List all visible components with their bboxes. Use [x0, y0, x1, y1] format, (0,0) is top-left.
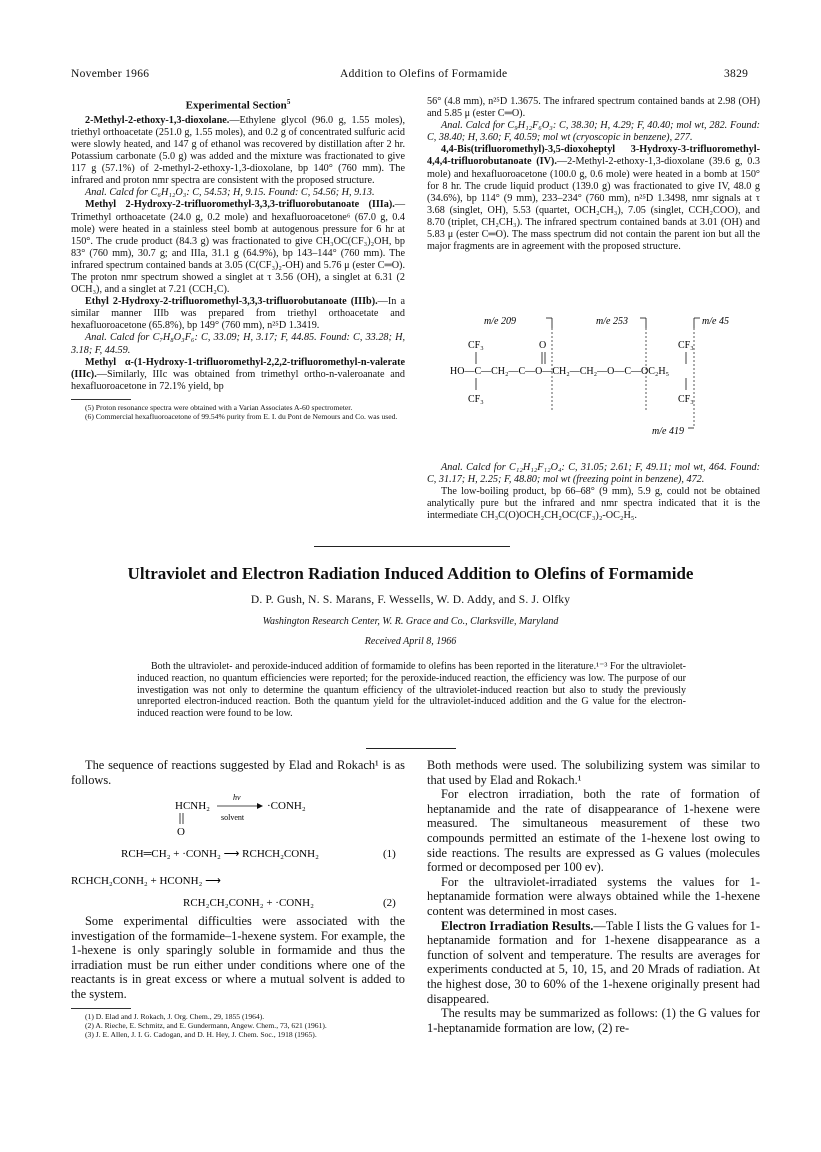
cf3-group: CF₃ [678, 394, 694, 405]
running-header-title: Addition to Olefins of Formamide [340, 68, 508, 80]
equation-2a: RCHCH₂CONH₂ + HCONH₂ ⟶ [71, 875, 221, 887]
equation-number: (1) [383, 848, 396, 860]
footnote: (3) J. E. Allen, J. I. G. Cadogan, and D. H. Hey, J. Chem. Soc., 1918 (1965). [85, 1029, 317, 1039]
mass-fragment-label: m/e 209 [484, 316, 516, 327]
paragraph: The sequence of reactions suggested by Elad and Rokach¹ is as follows. [71, 758, 405, 787]
paragraph: 4,4-Bis(trifluoromethyl)-3,5-dioxoheptyl 3-Hydroxy-3-trifluoromethyl-4,4,4-trifluorobutanoate (IV).—2-Methyl-2-ethoxy-1,3-dioxolane (39.6 g, 0.3 mole) and hexafluoroacetone (100.0 g, 0.6 mole) were heated in a bomb at 150° for 8 hr. The crude liquid product (139.0 g) was fractionated to give IV, 48.0 g (34.6%), bp 114° (9 mm), 233–234° (760 mm), n²⁵D 1.3498, nmr signals at τ 3.68 (singlet, OH), 5.53 (quartet, OCH₂CH₃), 7.05 (singlet, CCH₂COO), and 8.70 (triplet, CH₂CH₃). The infrared spectrum contained bands at 3.01 (OH) and 5.83 μ (ester C═O). The mass spectrum did not contain the parent ion but all the major fragments are in agreement with the proposed structure. [427, 144, 760, 253]
received-date: Received April 8, 1966 [364, 636, 457, 647]
carbonyl-oxygen: O [177, 826, 185, 838]
body-column-right [427, 758, 760, 1035]
mass-fragment-label: m/e 253 [596, 316, 628, 327]
solvent-label: solvent [221, 813, 245, 822]
analysis-line: Anal. Calcd for C₉H₁₂F₆O₃: C, 38.30; H, 4.29; F, 40.40; mol wt, 282. Found: C, 38.40; H, 3.60; F, 40.59; mol wt (cryoscopic in benzene), 277. [427, 120, 760, 144]
carbamoyl-radical: ·CONH₂ [267, 800, 306, 812]
hv-label: hν [233, 793, 241, 802]
section-title: Experimental Section$^5$ [185, 98, 291, 112]
abstract-rule [366, 748, 456, 749]
equation-1: RCH═CH₂ + ·CONH₂ ⟶ RCHCH₂CONH₂ [121, 848, 319, 860]
footnote: (6) Commercial hexafluoroacetone of 99.54% purity from E. I. du Pont de Nemours and Co. was used. [85, 411, 398, 421]
paragraph: The results may be summarized as follows: (1) the G values for 1-heptanamide formation are low, (2) re- [427, 1006, 760, 1035]
mass-fragment-label: m/e 419 [652, 426, 684, 437]
footnote: (2) A. Rieche, E. Schmitz, and E. Gundermann, Angew. Chem., 73, 621 (1961). [85, 1020, 327, 1030]
article-title: Ultraviolet and Electron Radiation Induced Addition to Olefins of Formamide [127, 564, 694, 583]
paragraph: 2-Methyl-2-ethoxy-1,3-dioxolane.—Ethylene glycol (96.0 g, 1.55 moles), triethyl orthoacetate (251.0 g, 1.55 moles), and 0.2 g of concentrated sulfuric acid were slowly heated, and 147 g of ethanol was recovered by distillation after 2 hr. Potassium carbonate (5.0 g) was added and the mixture was fractionated to give 117 g (57.1%) of 2-methyl-2-ethoxy-1,3-dioxolane, bp 140° (760 mm). The infrared and proton nmr spectra are consistent with the proposed structure. [71, 114, 405, 187]
body-column-left-continued [71, 914, 405, 1039]
paragraph: Both methods were used. The solubilizing system was similar to that used by Elad and Rokach.¹ [427, 758, 760, 787]
paragraph: For electron irradiation, both the rate of formation of heptanamide and the rate of disappearance of 1-hexene were measured. The simultaneous measurement of these two compounds permitted an estimate of the 1-hexene lost owing to side reactions. The results are expressed as G values (molecules formed or decomposed per 100 ev). [427, 787, 760, 875]
paragraph: For the ultraviolet-irradiated systems the values for 1-heptanamide formation were always obtained while the 1-hexene content was determined in most cases. [427, 874, 760, 918]
footnote: (1) D. Elad and J. Rokach, J. Org. Chem., 29, 1855 (1964). [85, 1011, 265, 1021]
paragraph: Some experimental difficulties were associated with the investigation of the formamide–1-hexene system. For example, the 1-hexene is only sparingly soluble in formamide and thus the irradiation must be run either under conditions where one of the reactants is in great excess or where a mutual solvent is added to the system. [71, 914, 405, 1001]
analysis-line: Anal. Calcd for C₇H₈O₃F₆: C, 33.09; H, 3.17; F, 44.85. Found: C, 33.28; H, 3.18; F, 44.59. [71, 332, 405, 356]
cf3-group: CF₃ [468, 394, 484, 405]
paragraph: The low-boiling product, bp 66–68° (9 mm), 5.9 g, could not be obtained analytically pure but the infrared and nmr spectra indicated that it is the intermediate CH₃C(O)OCH₂CH₂OC(CF₃)₂-OC₂H₅. [427, 486, 760, 522]
paragraph: Electron Irradiation Results.—Table I lists the G values for 1-heptanamide formation and for 1-hexene disappearance as a function of solvent and temperature. The results are averages for experiments conducted at 5, 10, 15, and 20 Mrads of radiation. At the highest dose, 30 to 60% of the 1-hexene originally present had disappeared. [427, 918, 760, 1006]
analysis-line: Anal. Calcd for C₁₂H₁₂F₁₂O₄: C, 31.05; 2.61; F, 49.11; mol wt, 464. Found: C, 31.17; H, 2.25; F, 48.80; mol wt (freezing point in benzene), 472. [427, 462, 760, 486]
cf3-group: CF₃ [468, 340, 484, 351]
analysis-line: Anal. Calcd for C₆H₁₂O₃: C, 54.53; H, 9.15. Found: C, 54.56; H, 9.13. [85, 187, 375, 199]
paragraph: Methyl α-(1-Hydroxy-1-trifluoromethyl-2,2,2-trifluoromethyl-n-valerate (IIIc).—Similarly, IIIc was obtained from trimethyl ortho-n-valeroanate and hexafluoroacetone in 72.1% yield, bp [71, 356, 405, 392]
reaction-equations [71, 790, 405, 910]
paragraph: 56° (4.8 mm), n²⁵D 1.3675. The infrared spectrum contained bands at 2.98 (OH) and 5.85 μ (ester C═O). [427, 96, 760, 120]
experimental-column-left [71, 96, 405, 421]
mass-fragment-label: m/e 45 [702, 316, 729, 327]
cf3-group: CF₃ [678, 340, 694, 351]
structure-diagram [440, 310, 760, 460]
abstract: Both the ultraviolet- and peroxide-induced addition of formamide to olefins has been reported in the literature.¹⁻³ For the ultraviolet-induced reaction, no quantum efficiencies were reported; for the peroxide-induced reaction, the efficiency was low. The purpose of our investigation was not only to determine the quantum efficiency of the ultraviolet-induced reaction but also to study the previously unreported electron-induced reaction. Both the quantum yield for the ultraviolet-induced addition and the G value for the electron-induced reaction were found to be low. [137, 661, 686, 720]
article-separator [314, 546, 510, 547]
experimental-column-right-continued [427, 462, 760, 522]
paragraph: Methyl 2-Hydroxy-2-trifluoromethyl-3,3,3-trifluorobutanoate (IIIa).—Trimethyl orthoacetate (24.0 g, 0.2 mole) and hexafluoroacetone⁶ (67.0 g, 0.4 mole) were heated in a stainless steel bomb at autogenous pressure for 6 hr at 150°. The crude product (84.3 g) was fractionated to give CH₃OC(CF₃)₂OH, bp 83° (760 mm), 30.7 g; and IIIa, 31.1 g (64.9%), bp 143–144° (760 mm). The infrared spectrum contained bands at 3.05 (C(CF₃)₂-OH) and 5.76 μ (ester C═O). The proton nmr spectrum showed a singlet at τ 3.56 (OH), a singlet at 6.31 (2 OCH₃), and a singlet at 7.21 (CCH₂C). [71, 199, 405, 296]
running-header-date: November 1966 [71, 68, 150, 80]
page-number: 3829 [724, 68, 749, 80]
carbonyl-oxygen: O [539, 340, 547, 351]
experimental-column-right [427, 96, 760, 253]
formamide: HCNH₂ [175, 800, 211, 812]
authors: D. P. Gush, N. S. Marans, F. Wessells, W. D. Addy, and S. J. Olfky [250, 594, 571, 606]
paragraph: Ethyl 2-Hydroxy-2-trifluoromethyl-3,3,3-trifluorobutanoate (IIIb).—In a similar manner IIIb was prepared from triethyl orthoacetate and hexafluoroacetone (65.8%), bp 149° (760 mm), n²⁵D 1.3419. [71, 296, 406, 332]
affiliation: Washington Research Center, W. R. Grace and Co., Clarksville, Maryland [262, 616, 559, 627]
equation-number: (2) [383, 897, 396, 909]
footnote-rule [71, 399, 131, 400]
footnote-rule [71, 1008, 131, 1009]
body-column-left [71, 758, 405, 787]
footnote: (5) Proton resonance spectra were obtained with a Varian Associates A-60 spectrometer. [85, 402, 353, 412]
main-chain: HO—C—CH₂—C—O—CH₂—CH₂—O—C—OC₂H₅ [450, 366, 670, 377]
equation-2b: RCH₂CH₂CONH₂ + ·CONH₂ [183, 897, 314, 909]
